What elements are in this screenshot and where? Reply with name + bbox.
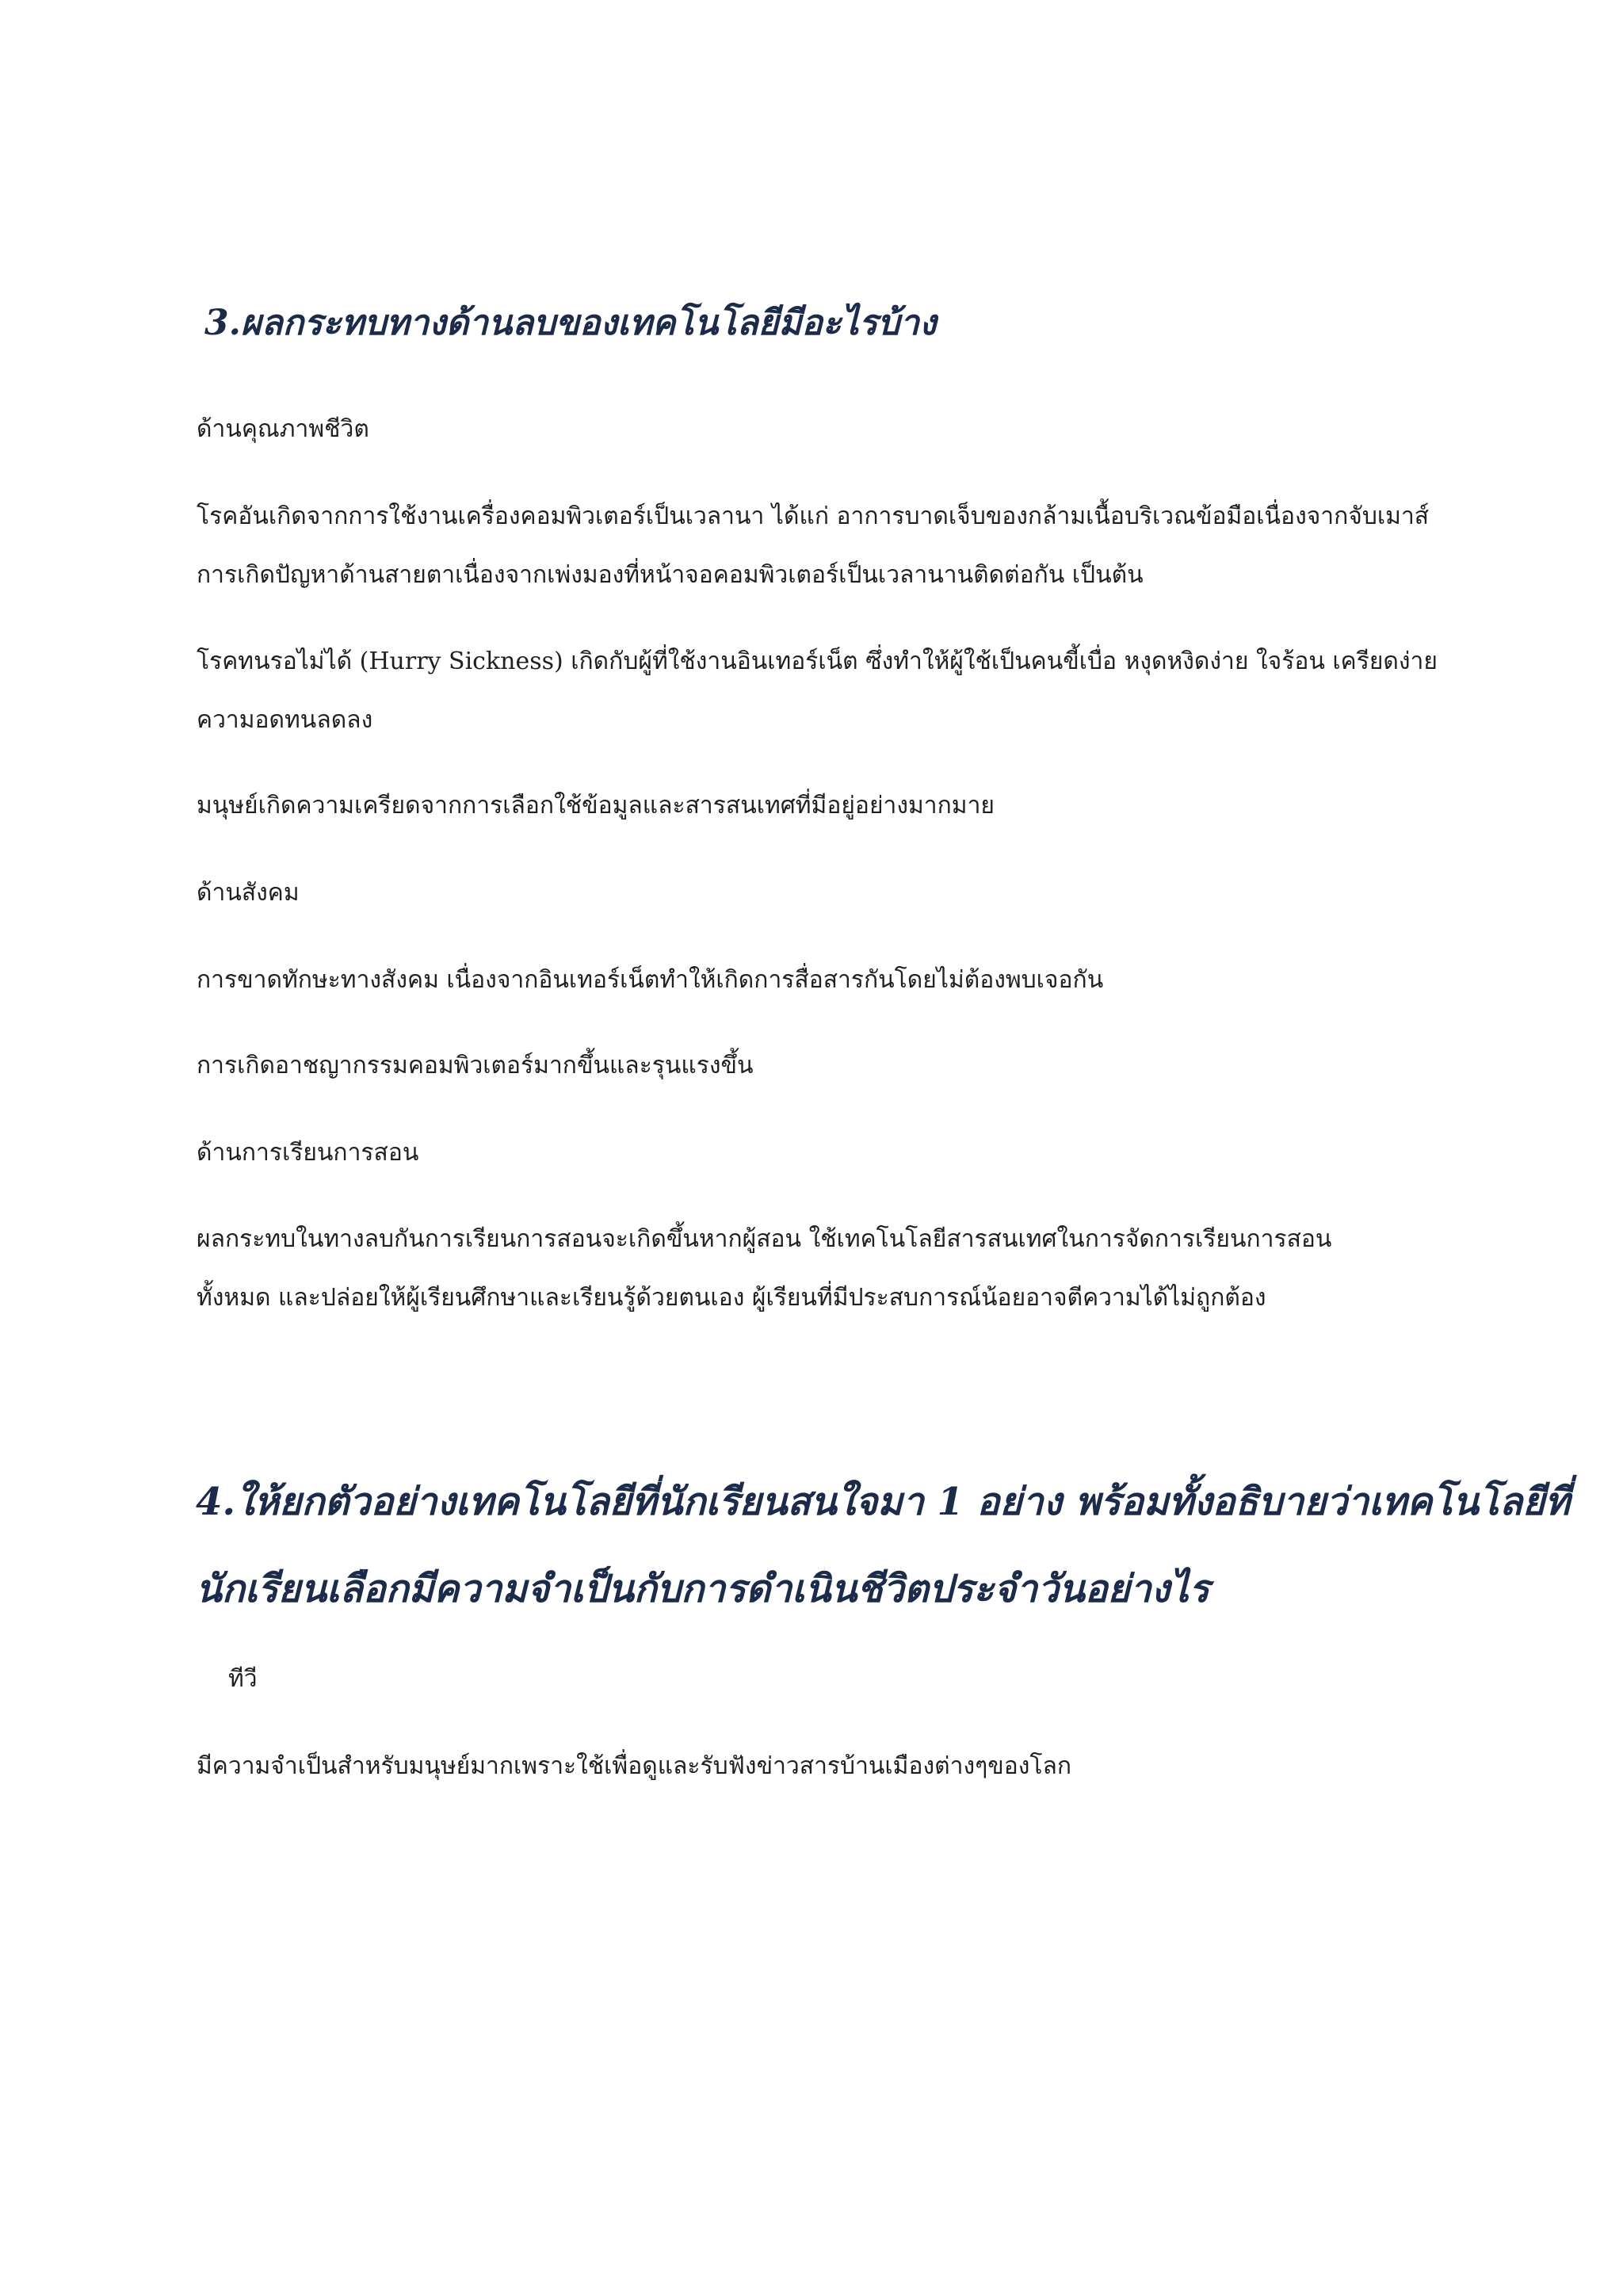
education-line-1: ผลกระทบในทางลบกันการเรียนการสอนจะเกิดขึ้นหากผู้สอน ใช้เทคโนโลยีสารสนเทศในการจัดการเรียนการสอน <box>197 1225 1332 1253</box>
computer-disease-line-1: โรคอันเกิดจากการใช้งานเครื่องคอมพิวเตอร์เป็นเวลานา ได้แก่ อาการบาดเจ็บของกล้ามเนื้อบริเวณข้อมือเนื่องจากจับเมาส์ <box>197 502 1430 530</box>
hurry-sickness-paragraph <box>197 632 1438 750</box>
computer-disease-paragraph <box>197 487 1429 605</box>
social-heading: ด้านสังคม <box>197 879 300 907</box>
section-4-title-line-1: 4.ให้ยกตัวอย่างเทคโนโลยีที่นักเรียนสนใจมา 1 อย่าง พร้อมทั้งอธิบายว่าเทคโนโลยีที่ <box>196 1480 1570 1524</box>
hurry-sickness-line-1: โรคทนรอไม่ได้ (Hurry Sickness) เกิดกับผู้ที่ใช้งานอินเทอร์เน็ต ซึ่งทำให้ผู้ใช้เป็นคนขี้เบื่อ หงุดหงิดง่าย ใจร้อน เครียดง่าย <box>197 648 1438 675</box>
social-skills-paragraph: การขาดทักษะทางสังคม เนื่องจากอินเทอร์เน็ตทำให้เกิดการสื่อสารกันโดยไม่ต้องพบเจอกัน <box>197 966 1104 994</box>
answer-paragraph: มีความจำเป็นสำหรับมนุษย์มากเพราะใช้เพื่อดูและรับฟังข่าวสารบ้านเมืองต่างๆของโลก <box>197 1752 1072 1780</box>
education-line-2: ทั้งหมด และปล่อยให้ผู้เรียนศึกษาและเรียนรู้ด้วยตนเอง ผู้เรียนที่มีประสบการณ์น้อยอาจตีความได้ไม่ถูกต้อง <box>197 1284 1266 1312</box>
stress-paragraph: มนุษย์เกิดความเครียดจากการเลือกใช้ข้อมูลและสารสนเทศที่มีอยู่อย่างมากมาย <box>197 792 995 819</box>
education-paragraph <box>197 1210 1331 1328</box>
cybercrime-paragraph: การเกิดอาชญากรรมคอมพิวเตอร์มากขึ้นและรุนแรงขึ้น <box>197 1052 754 1079</box>
computer-disease-line-2: การเกิดปัญหาด้านสายตาเนื่องจากเพ่งมองที่หน้าจอคอมพิวเตอร์เป็นเวลานานติดต่อกัน เป็นต้น <box>197 561 1144 589</box>
hurry-sickness-line-2: ความอดทนลดลง <box>197 706 373 734</box>
answer-item: ทีวี <box>228 1665 258 1693</box>
education-heading: ด้านการเรียนการสอน <box>197 1139 419 1167</box>
section-3-title: 3.ผลกระทบทางด้านลบของเทคโนโลยีมีอะไรบ้าง <box>204 303 937 343</box>
section-4-title <box>196 1458 1570 1633</box>
quality-of-life-heading: ด้านคุณภาพชีวิต <box>197 415 369 443</box>
section-4-title-line-2: นักเรียนเลือกมีความจำเป็นกับการดำเนินชีวิตประจำวันอย่างไร <box>196 1567 1210 1611</box>
